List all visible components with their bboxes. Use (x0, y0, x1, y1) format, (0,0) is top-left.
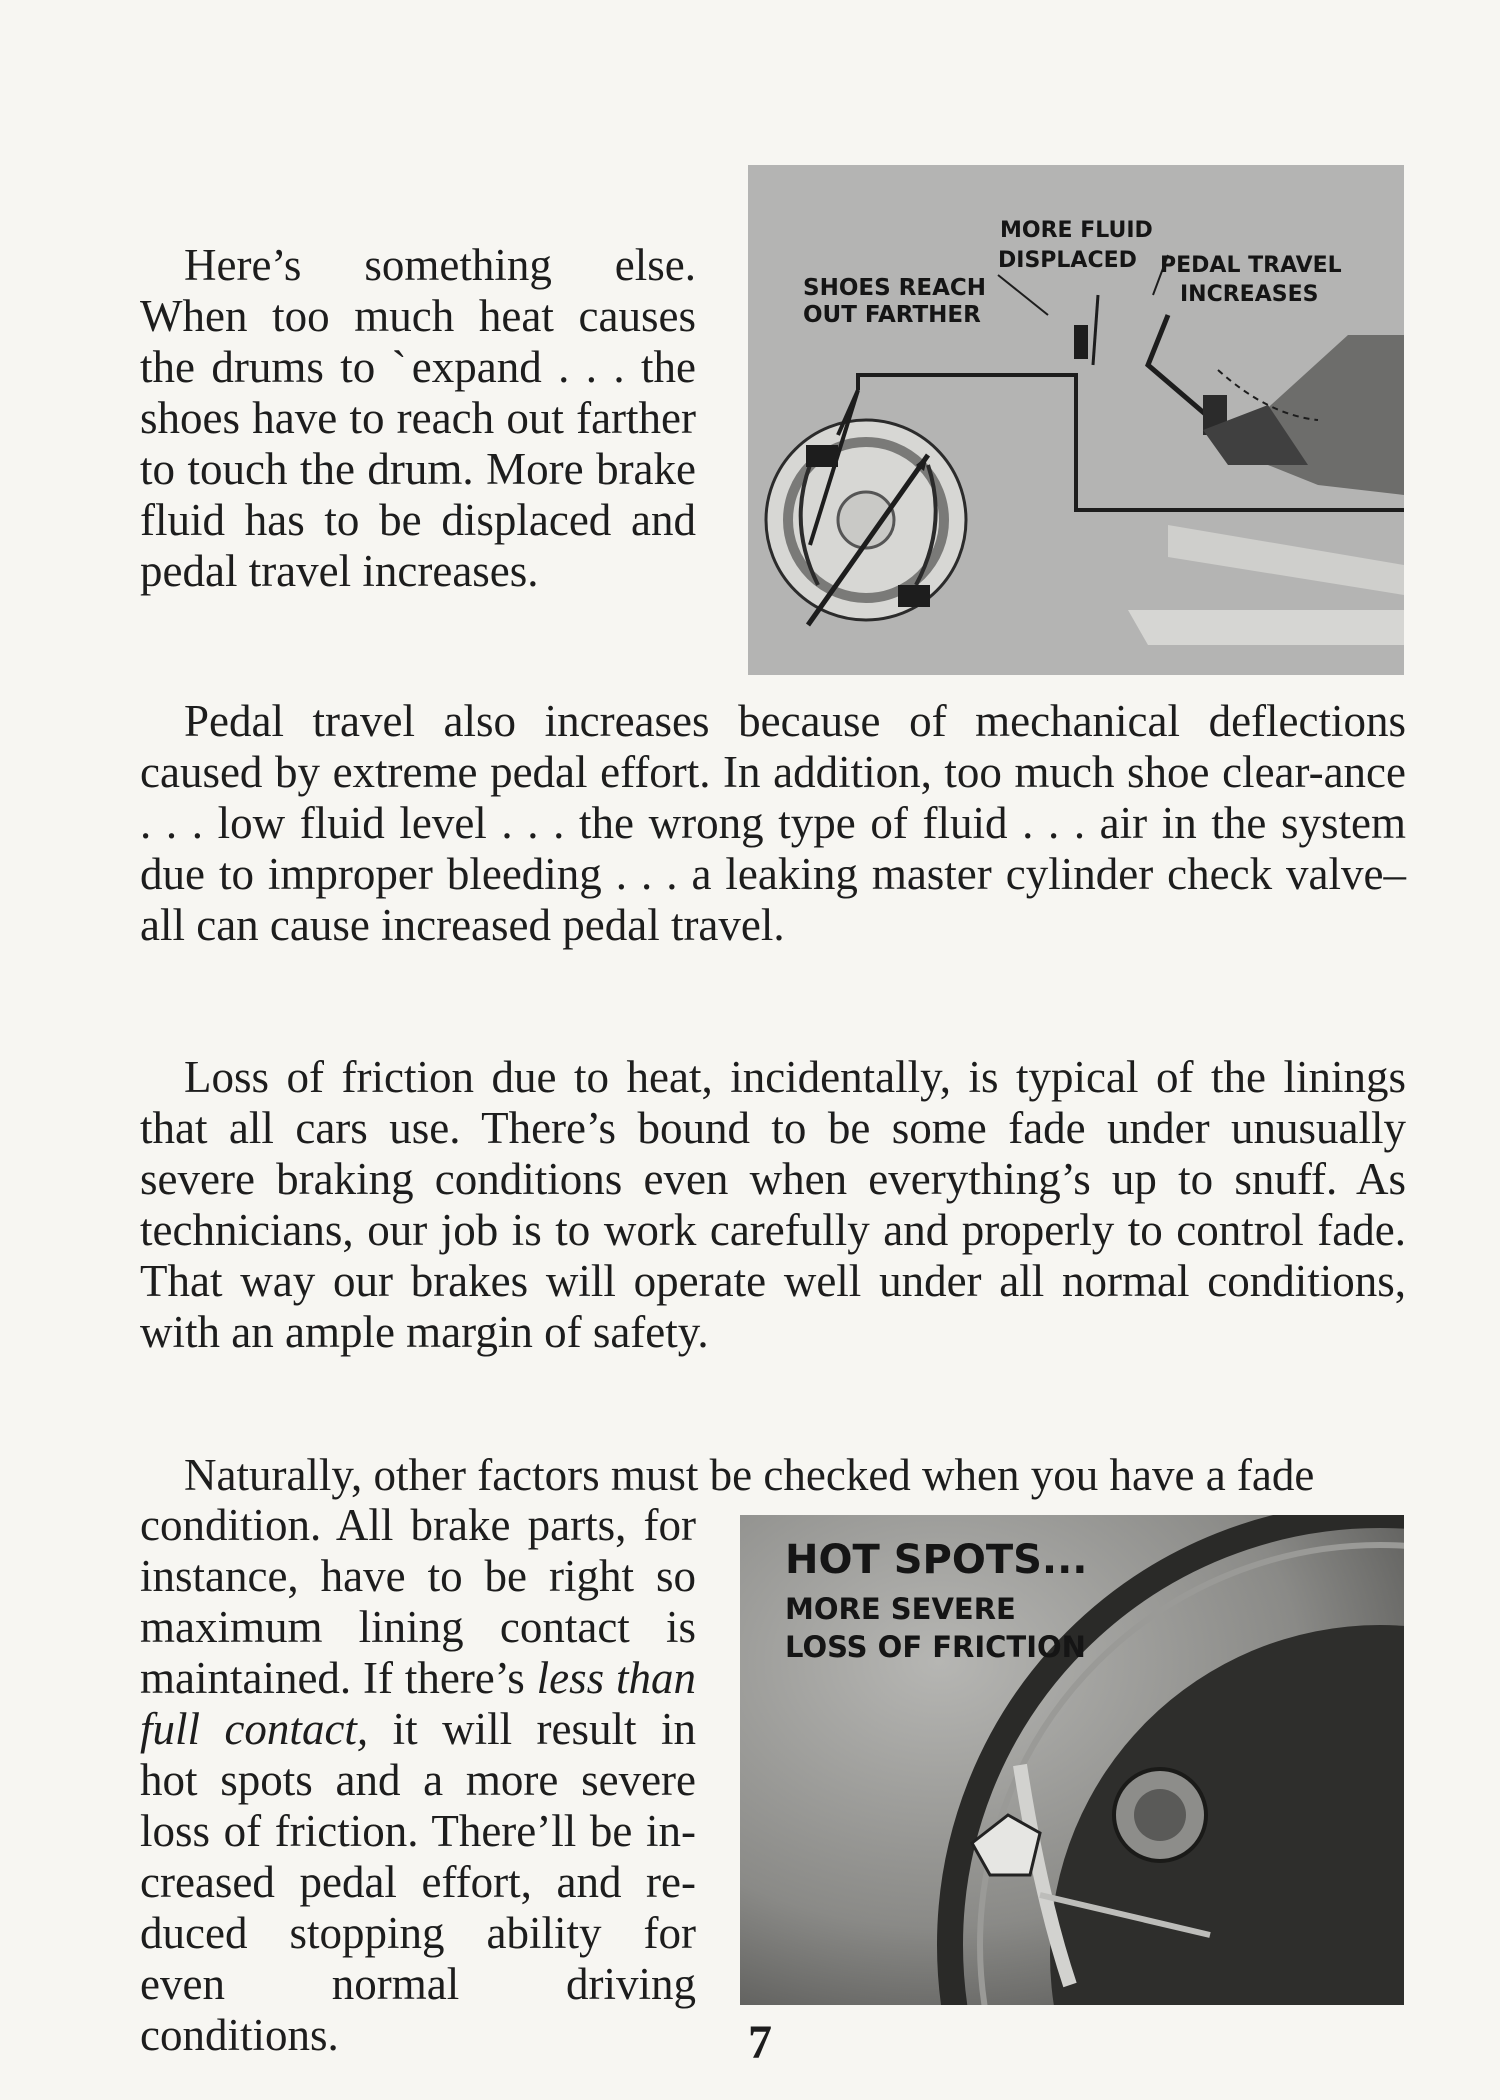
callout-pedal-line1: PEDAL TRAVEL (1160, 253, 1342, 278)
paragraph-loss-of-friction (140, 1052, 1406, 1358)
figure-pedal-travel-diagram (748, 165, 1404, 675)
paragraph-text: Pedal travel also increases because of mechanical deflections caused by extreme pedal effort. In addition, too much shoe clear-ance . . . low fluid level . . . the wrong type of fluid . . . air in the system due to improper bleeding . . . a leaking master cylinder check valve–all can cause increased pedal travel. (140, 696, 1406, 950)
hot-spots-caption-line1: MORE SEVERE (785, 1592, 1016, 1626)
page-number: 7 (748, 2016, 772, 2069)
paragraph-fade-factors (140, 1500, 696, 2061)
paragraph-text-continued: it will result in hot spots and a more severe loss of friction. There’ll be in-creased pedal effort, and re-duced stopping ability for even normal driving conditions. (140, 1704, 696, 2060)
paragraph-heat-expansion (140, 240, 696, 597)
callout-pedal-line2: INCREASES (1180, 282, 1319, 307)
callout-fluid-line1: MORE FLUID (1000, 218, 1153, 243)
paragraph-text: Here’s something else. When too much heat causes the drums to ˋexpand . . . the shoes have to reach out farther to touch the drum. More brake fluid has to be displaced and pedal travel increases. (140, 240, 696, 596)
paragraph-text: Naturally, other factors must be checked when you have a fade (184, 1450, 1315, 1500)
callout-fluid-line2: DISPLACED (998, 248, 1137, 273)
callout-shoes-line2: OUT FARTHER (803, 302, 981, 328)
callout-shoes-line1: SHOES REACH (803, 275, 987, 301)
hot-spots-caption-line2: LOSS OF FRICTION (785, 1630, 1086, 1664)
figure-hot-spots-illustration (740, 1515, 1404, 2005)
paragraph-text: condition. All brake parts, for instance, have to be right so maximum lining contact is maintained. If there’s (140, 1500, 696, 1703)
paragraph-fade-factors-lead (140, 1450, 1406, 1501)
hot-spots-heading: HOT SPOTS... (785, 1537, 1088, 1583)
paragraph-text: Loss of friction due to heat, incidentally, is typical of the linings that all cars use. There’s bound to be some fade under unusually severe braking conditions even when everything’s up to snuff. As technicians, our job is to work carefully and properly to control fade. That way our brakes will operate well under all normal conditions, with an ample margin of safety. (140, 1052, 1406, 1357)
figure-pedal-travel-illustration (748, 165, 1404, 675)
emphasis-text: less than full contact, (140, 1653, 696, 1754)
figure-hot-spots-photo (740, 1515, 1404, 2005)
paragraph-pedal-travel (140, 696, 1406, 951)
